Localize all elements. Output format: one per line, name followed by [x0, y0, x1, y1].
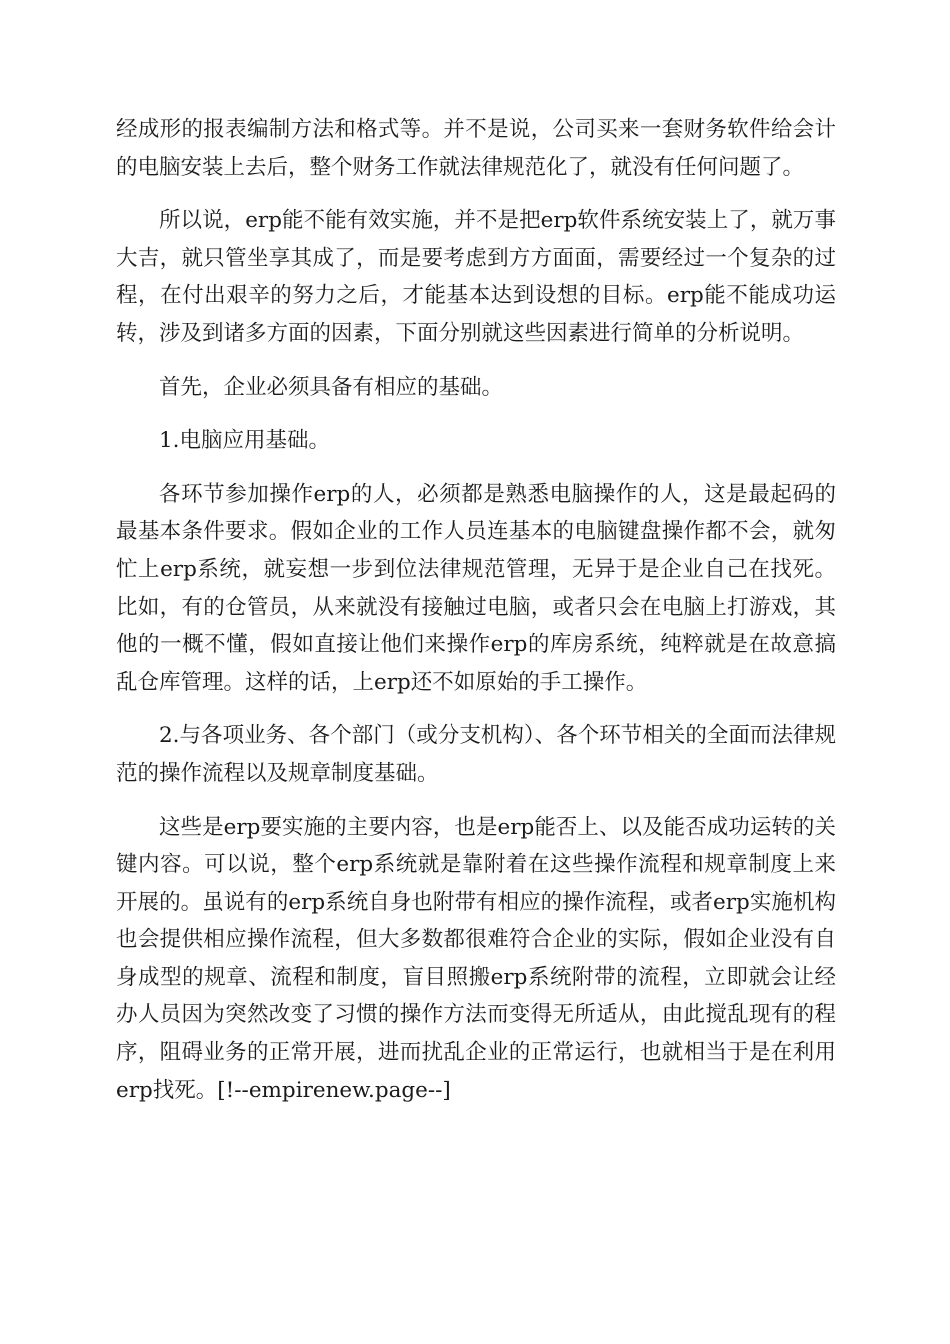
paragraph: 首先，企业必须具备有相应的基础。 — [159, 374, 504, 400]
paragraph: 所以说，erp能不能有效实施，并不是把erp软件系统安装上了，就万事大吉，就只管坐享其成了，而是要考虑到方方面面，需要经过一个复杂的过程，在付出艰辛的努力之后，才能基本达到设想的目标。erp能不能成功运转，涉及到诸多方面的因素，下面分别就这些因素进行简单的分析说明。 — [116, 208, 836, 346]
paragraph: 经成形的报表编制方法和格式等。并不是说，公司买来一套财务软件给会计的电脑安装上去后，整个财务工作就法律规范化了，就没有任何问题了。 — [116, 117, 836, 180]
paragraph: 2.与各项业务、各个部门（或分支机构）、各个环节相关的全面而法律规范的操作流程以及规章制度基础。 — [116, 723, 836, 786]
paragraph: 这些是erp要实施的主要内容，也是erp能否上、以及能否成功运转的关键内容。可以说，整个erp系统就是靠附着在这些操作流程和规章制度上来开展的。虽说有的erp系统自身也附带有相应的操作流程，或者erp实施机构也会提供相应操作流程，但大多数都很难符合企业的实际，假如企业没有自身成型的规章、流程和制度，盲目照搬erp系统附带的流程，立即就会让经办人员因为突然改变了习惯的操作方法而变得无所适从，由此搅乱现有的程序，阻碍业务的正常开展，进而扰乱企业的正常运行，也就相当于是在利用erp找死。[!--empirenew.page--] — [116, 814, 836, 1103]
paragraph: 各环节参加操作erp的人，必须都是熟悉电脑操作的人，这是最起码的最基本条件要求。假如企业的工作人员连基本的电脑键盘操作都不会，就匆忙上erp系统，就妄想一步到位法律规范管理，无异于是企业自己在找死。比如，有的仓管员，从来就没有接触过电脑，或者只会在电脑上打游戏，其他的一概不懂，假如直接让他们来操作erp的库房系统，纯粹就是在故意搞乱仓库管理。这样的话，上erp还不如原始的手工操作。 — [116, 481, 836, 695]
paragraph: 1.电脑应用基础。 — [159, 428, 331, 454]
document-body — [116, 111, 836, 1125]
